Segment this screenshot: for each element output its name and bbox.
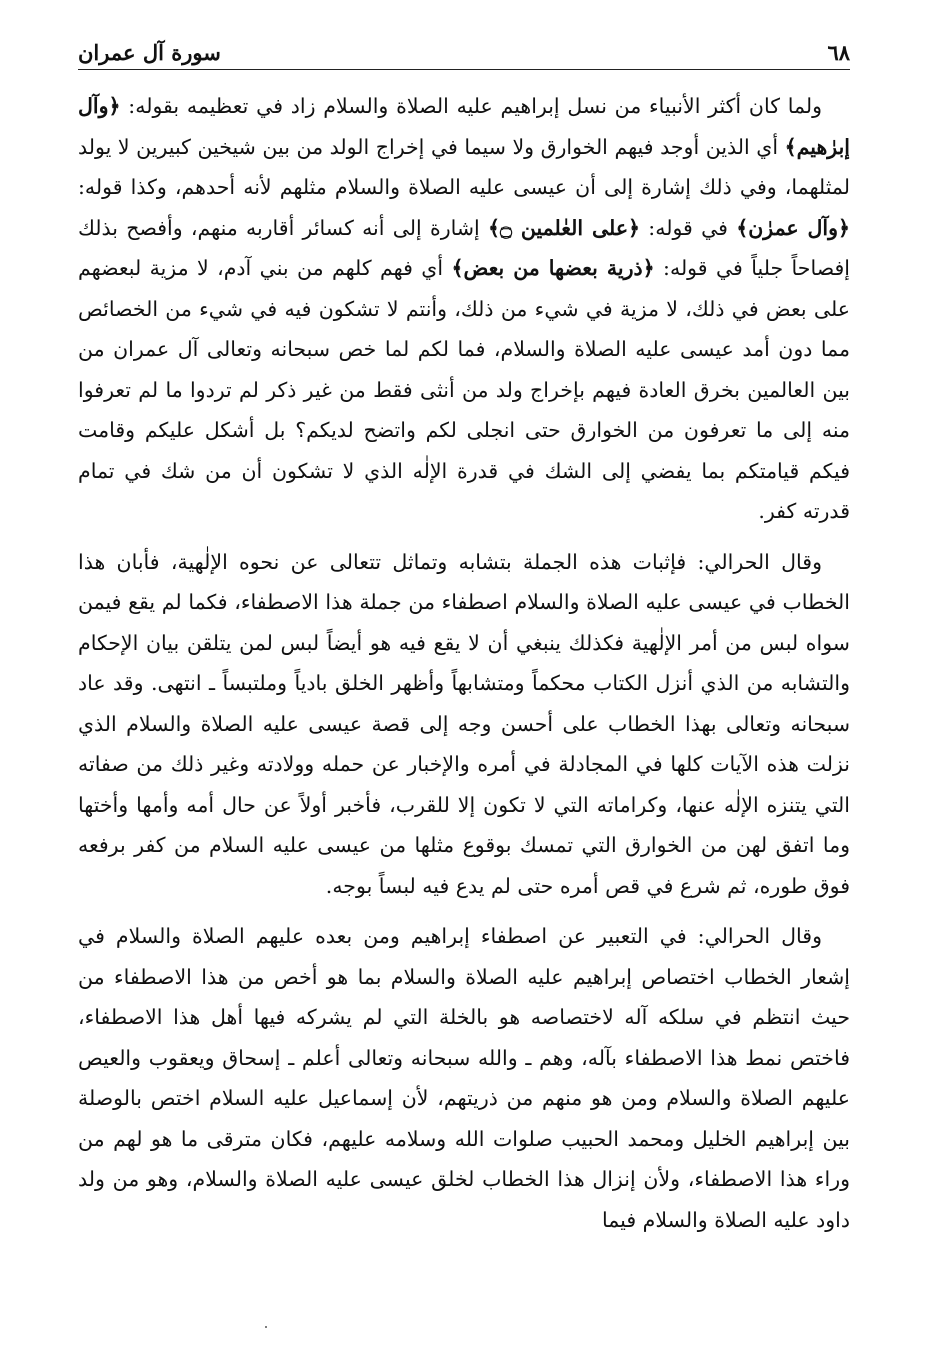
paragraph-1 bbox=[78, 86, 850, 532]
page-number: ٦٨ bbox=[827, 40, 850, 65]
paragraph-1-text-4: إشارة إلى أنه كسائر أقاربه منهم، وأفصح بذلك إفصاحاً جلياً في قوله: bbox=[78, 215, 850, 280]
paragraph-1-text-3: في قوله: bbox=[640, 215, 737, 240]
surah-title: سورة آل عمران bbox=[78, 40, 221, 65]
header-divider bbox=[78, 69, 850, 70]
quran-quote-1: ﴿وآل إبرٰهيم﴾ bbox=[78, 94, 850, 159]
paragraph-3: وقال الحرالي: في التعبير عن اصطفاء إبراهيم ومن بعده عليهم الصلاة والسلام في إشعار الخطاب اختصاص إبراهيم عليه الصلاة والسلام بما هو أخص من هذا الاصطفاء من حيث انتظم في سلكه آله لاختصاصه هو بالخلة التي لم يشركه فيها أهل هذا الاصطفاء، فاختص نمط هذا الاصطفاء بآله، وهم ـ والله سبحانه وتعالى أعلم ـ إسحاق ويعقوب والعيص عليهم الصلاة والسلام ومن هو منهم من ذريتهم، لأن إسماعيل عليه السلام اختص بالوصلة بين إبراهيم الخليل ومحمد الحبيب صلوات الله وسلامه عليهم، فكان مترقى ما هو لهم من وراء هذا الاصطفاء، ولأن إنزال هذا الخطاب لخلق عيسى عليه الصلاة والسلام، وهو من ولد داود عليه الصلاة والسلام فيما bbox=[78, 924, 850, 1232]
quran-quote-2: ﴿وآل عمرٰن﴾ bbox=[736, 215, 851, 240]
quran-quote-3: ﴿على العٰلمين ۝﴾ bbox=[487, 215, 641, 240]
paragraph-2: وقال الحرالي: فإثبات هذه الجملة بتشابه وتماثل تتعالى عن نحوه الإلٰهية، فأبان هذا الخطاب في عيسى عليه الصلاة والسلام اصطفاء من جملة هذا الاصطفاء، فكما لم يقع فيمن سواه لبس من أمر الإلٰهية فكذلك ينبغي أن لا يقع فيه هو أيضاً لبس لمن يتلقن بيان الإحكام والتشابه من الذي أنزل الكتاب محكماً ومتشابهاً وأظهر الخلق بادياً وملتبساً ـ انتهى. وقد عاد سبحانه وتعالى بهذا الخطاب على أحسن وجه إلى قصة عيسى عليه الصلاة والسلام الذي نزلت هذه الآيات كلها في المجادلة في أمره والإخبار عن حمله وولادته وغير ذلك من صفاته التي يتنزه الإلٰه عنها، وكراماته التي لا تكون إلا للقرب، فأخبر أولاً عن حال أمه وأمها وأختها وما اتفق لهن من الخوارق التي تمسك بوقوع مثلها من عيسى عليه السلام من كفر برفعه فوق طوره، ثم شرع في قص أمره حتى لم يدع فيه لبساً بوجه. bbox=[78, 549, 850, 898]
paragraph-1-text-5: أي فهم كلهم من بني آدم، لا مزية لبعضهم على بعض في ذلك، لا مزية في شيء من ذلك، وأنتم لا تشكون فيه في شيء من الخصائص مما دون أمد عيسى عليه الصلاة والسلام، فما لكم لما خص سبحانه وتعالى آل عمران من بين العالمين بخرق العادة فيهم بإخراج ولد من أنثى فقط من غير ذكر لم تردوا ما لم تعرفوا منه إلى ما تعرفون من الخوارق حتى انجلى لكم واتضح لديكم؟ بل أشكل عليكم وقامت فيكم قيامتكم بما يفضي إلى الشك في قدرة الإلٰه الذي لا تشكون أن من شك في تمام قدرته كفر. bbox=[78, 256, 850, 523]
page-body bbox=[78, 86, 850, 1240]
scan-speck bbox=[265, 1326, 267, 1328]
page-header bbox=[78, 38, 850, 72]
paragraph-1-text-1: ولما كان أكثر الأنبياء من نسل إبراهيم عليه الصلاة والسلام زاد في تعظيمه بقوله: bbox=[120, 94, 822, 118]
paragraph-1-text-2: أي الذين أوجد فيهم الخوارق ولا سيما في إخراج الولد من بين شيخين كبيرين لا يولد لمثلهما، وفي ذلك إشارة إلى أن عيسى عليه الصلاة والسلام مثلهم لأنه أحدهم، وكذا قوله: bbox=[78, 134, 850, 199]
quran-quote-4: ﴿ذرية بعضها من بعض﴾ bbox=[451, 256, 655, 280]
